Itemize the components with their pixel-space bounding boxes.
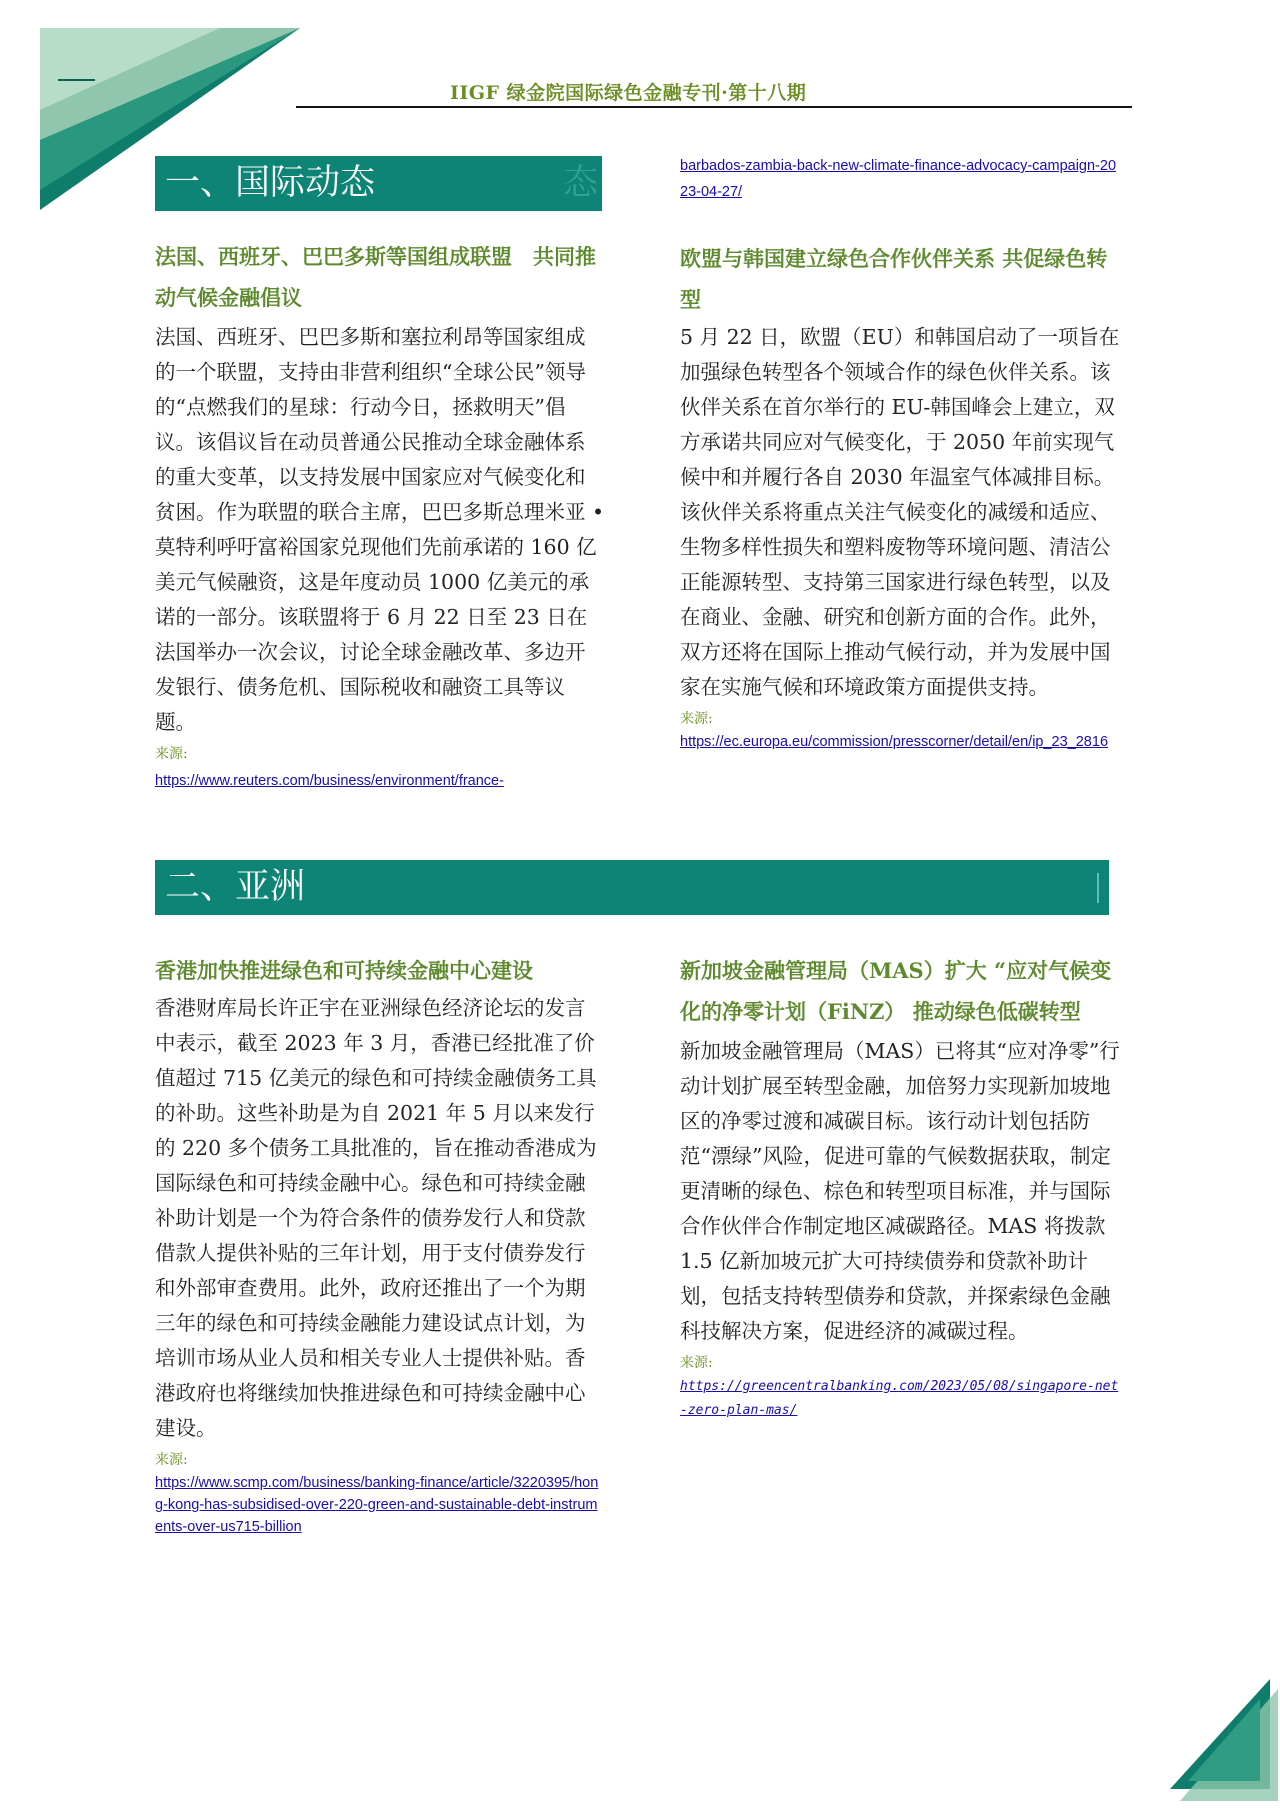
source-label: 来源:	[680, 1355, 713, 1371]
article-body: 5 月 22 日，欧盟（EU）和韩国启动了一项旨在加强绿色转型各个领域合作的绿色伙伴关系。该伙伴关系在首尔举行的 EU-韩国峰会上建立，双方承诺共同应对气候变化，于 2050 年前实现气候中和并履行各自 2030 年温室气体减排目标。该伙伴关系将重点关注气候变化的减缓和适应、生物多样性损失和塑料废物等环境问题、清洁公正能源转型、支持第三国家进行绿色转型，以及在商业、金融、研究和创新方面的合作。此外，双方还将在国际上推动气候行动，并为发展中国家在实施气候和环境政策方面提供支持。	[680, 325, 1120, 699]
section-heading-international	[155, 156, 602, 211]
article-body: 法国、西班牙、巴巴多斯和塞拉利昂等国家组成的一个联盟，支持由非营利组织“全球公民”领导的“点燃我们的星球：行动今日，拯救明天”倡议。该倡议旨在动员普通公民推动全球金融体系的重大变革，以支持发展中国家应对气候变化和贫困。作为联盟的联合主席，巴巴多斯总理米亚 • 莫特利呼吁富裕国家兑现他们先前承诺的 160 亿美元气候融资，这是年度动员 1000 亿美元的承诺的一部分。该联盟将于 6 月 22 日至 23 日在法国举办一次会议，讨论全球金融改革、多边开发银行、债务危机、国际税收和融资工具等议题。	[155, 325, 605, 734]
corner-decoration-bottom-right	[1160, 1669, 1280, 1809]
section-title: 一、国际动态	[165, 163, 376, 203]
article-eu-korea	[680, 238, 1125, 753]
article-title: 欧盟与韩国建立绿色合作伙伴关系 共促绿色转型	[680, 246, 1108, 312]
article-title: 法国、西班牙、巴巴多斯等国组成联盟 共同推动气候金融倡议	[155, 244, 596, 310]
header-rule	[296, 106, 1132, 108]
article-singapore-mas	[680, 950, 1125, 1423]
section-heading-asia	[155, 860, 1109, 915]
article-title: 香港加快推进绿色和可持续金融中心建设	[155, 958, 533, 983]
source-link[interactable]: https://www.scmp.com/business/banking-finance/article/3220395/hong-kong-has-subsidised-over-220-green-and-sustainable-debt-instruments-over-us715-billion	[155, 1475, 599, 1535]
source-link[interactable]: https://greencentralbanking.com/2023/05/08/singapore-net-zero-plan-mas/	[680, 1379, 1119, 1418]
source-link[interactable]: https://ec.europa.eu/commission/presscorner/detail/en/ip_23_2816	[680, 734, 1109, 750]
source-label: 来源:	[155, 746, 188, 762]
section-ghost-char: 态	[562, 163, 598, 203]
source-link[interactable]: https://www.reuters.com/business/environment/france-	[155, 773, 504, 789]
article-hong-kong	[155, 950, 605, 1538]
article-title: 新加坡金融管理局（MAS）扩大 “应对气候变化的净零计划（FiNZ） 推动绿色低碳转型	[680, 958, 1112, 1024]
section-title: 二、亚洲	[165, 867, 306, 907]
article-body: 新加坡金融管理局（MAS）已将其“应对净零”行动计划扩展至转型金融，加倍努力实现新加坡地区的净零过渡和减碳目标。该行动计划包括防范“漂绿”风险，促进可靠的气候数据获取，制定更清晰的绿色、棕色和转型项目标准，并与国际合作伙伴合作制定地区减碳路径。MAS 将拨款 1.5 亿新加坡元扩大可持续债券和贷款补助计划，包括支持转型债券和贷款，并探索绿色金融科技解决方案，促进经济的减碳过程。	[680, 1039, 1120, 1343]
source-link-continued[interactable]: barbados-zambia-back-new-climate-finance-advocacy-campaign-2023-04-27/	[680, 158, 1117, 200]
source-label: 来源:	[680, 711, 713, 727]
source-label: 来源:	[155, 1452, 188, 1468]
bar-marker	[1097, 873, 1099, 903]
article-body: 香港财库局长许正宇在亚洲绿色经济论坛的发言中表示，截至 2023 年 3 月，香港已经批准了价值超过 715 亿美元的绿色和可持续金融债务工具的补助。这些补助是为自 2021 年 5 月以来发行的 220 多个债务工具批准的，旨在推动香港成为国际绿色和可持续金融中心。绿色和可持续金融补助计划是一个为符合条件的债券发行人和贷款借款人提供补贴的三年计划，用于支付债券发行和外部审查费用。此外，政府还推出了一个为期三年的绿色和可持续金融能力建设试点计划，为培训市场从业人员和相关专业人士提供补贴。香港政府也将继续加快推进绿色和可持续金融中心建设。	[155, 996, 597, 1440]
article-france-coalition	[155, 236, 605, 792]
journal-header-title: IIGF 绿金院国际绿色金融专刊·第十八期	[450, 82, 807, 104]
